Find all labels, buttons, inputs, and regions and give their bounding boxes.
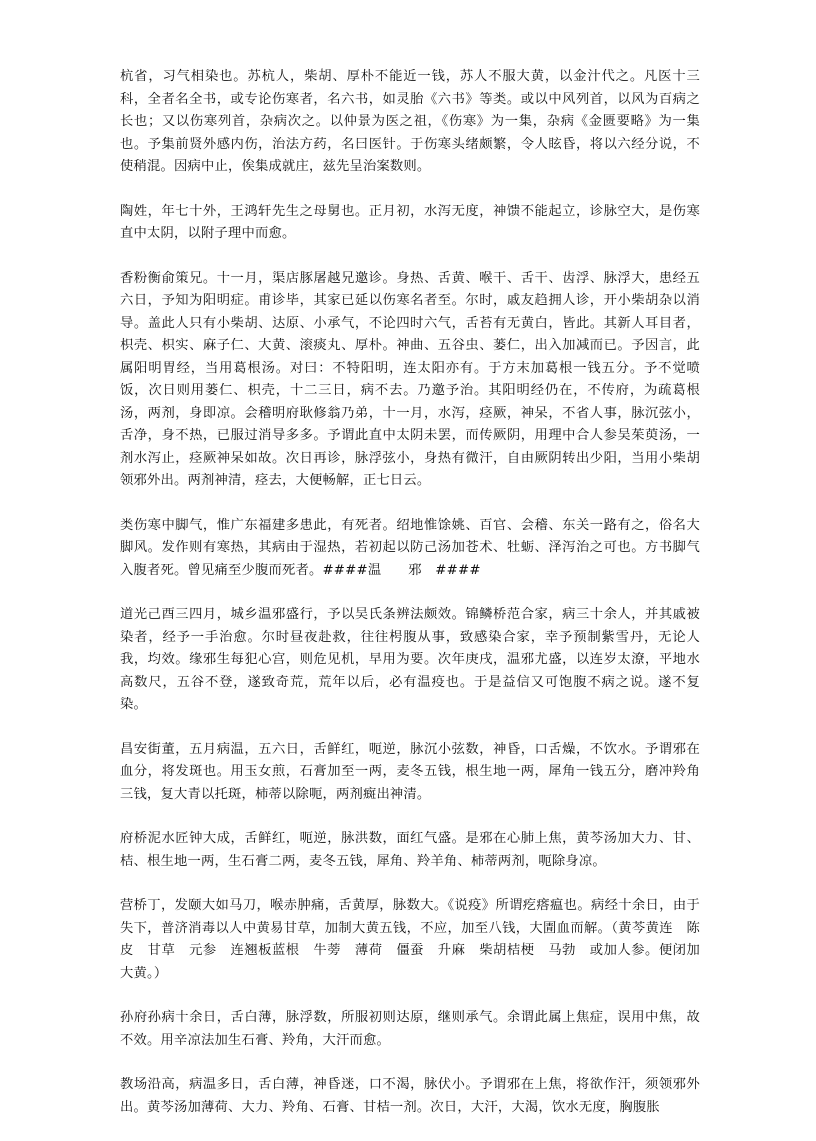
paragraph-7: 府桥泥水匠钟大成，舌鲜红，呃逆，脉洪数，面红气盛。是邪在心肺上焦，黄芩汤加大力、甘、桔、根生地一两，生石膏二两，麦冬五钱，犀角、羚羊角、柿蒂两剂，呃除身凉。 <box>120 831 700 869</box>
paragraph-10: 教场沿高，病温多日，舌白薄，神昏迷，口不渴，脉伏小。予谓邪在上焦，将欲作汗，须领邪外出。黄芩汤加薄荷、大力、羚角、石膏、甘桔一剂。次日，大汗，大渴，饮水无度，胸腹胀 <box>120 1077 700 1115</box>
paragraph-2: 陶姓，年七十外，王鸿轩先生之母舅也。正月初，水泻无度，神馈不能起立，诊脉空大，是伤寒直中太阴，以附子理中而愈。 <box>120 203 700 241</box>
paragraph-5: 道光己酉三四月，城乡温邪盛行，予以吴氏条辨法颇效。锦鳞桥范合家，病三十余人，并其戚被染者，经予一手治愈。尔时昼夜赴救，往往枵腹从事，致感染合家，幸予预制紫雪丹，无论人我，均效。缘邪生每犯心宫，则危见机，早用为要。次年庚戌，温邪尤盛，以连岁太潦，平地水高数尺，五谷不登，遂致奇荒，荒年以后，必有温疫也。于是益信又可饱腹不病之说。遂不复染。 <box>120 607 700 712</box>
paragraph-9: 孙府孙病十余日，舌白薄，脉浮数，所服初则达原，继则承气。余谓此属上焦症，误用中焦，故不效。用辛凉法加生石膏、羚角，大汗而愈。 <box>120 1010 700 1048</box>
paragraph-1: 杭省，习气相染也。苏杭人，柴胡、厚朴不能近一钱，苏人不服大黄，以金汁代之。凡医十三科，全者名全书，或专论伤寒者，名六书，如灵胎《六书》等类。或以中风列首，以风为百病之长也；又以伤寒列首，杂病次之。以仲景为医之祖，《伤寒》为一集，杂病《金匮要略》为一集也。予集前贤外感内伤，治法方药，名曰医针。于伤寒头绪颇繁，令人眩昏，将以六经分说，不使稍混。因病中止，俟集成就庄，兹先呈治案数则。 <box>120 69 700 174</box>
paragraph-3: 香粉衡俞策兄。十一月，渠店豚屠越兄邀诊。身热、舌黄、喉干、舌干、齿浮、脉浮大，患经五六日，予知为阳明症。甫诊毕，其家已延以伤寒名者至。尔时，戚友趋拥人诊，开小柴胡杂以消导。盖此人只有小柴胡、达原、小承气，不论四时六气，舌苔有无黄白，皆此。其新人耳目者，枳壳、枳实、麻子仁、大黄、滚痰丸、厚朴。神曲、五谷虫、蒌仁，出入加减而已。予因言，此属阳明胃经，当用葛根汤。对曰：不特阳明，连太阳亦有。于方末加葛根一钱五分。予不觉喷饭，次日则用蒌仁、枳壳，十二三日，病不去。乃邀予治。其阳明经仍在，不传府，为疏葛根汤，两剂，身即凉。会稽明府耿修翁乃弟，十一月，水泻，痉厥，神呆，不省人事，脉沉弦小，舌净，身不热，已服过消导多多。予谓此直中太阴未罢，而传厥阴，用理中合人参吴茱萸汤，一剂水泻止，痉厥神呆如故。次日再诊，脉浮弦小，身热有微汗，自由厥阴转出少阳，当用小柴胡领邪外出。两剂神清，痉去，大便畅解，正七日云。 <box>120 270 700 488</box>
paragraph-8: 营桥丁，发颐大如马刀，喉赤肿痛，舌黄厚，脉数大。《说疫》所谓疙瘩瘟也。病经十余日，由于失下，普济消毒以人中黄易甘草，加制大黄五钱，不应，加至八钱，大圊血而解。（黄芩黄连 陈皮 甘草 元参 连翘板蓝根 牛蒡 薄荷 僵蚕 升麻 柴胡桔梗 马勃 或加人参。便闭加大黄。） <box>120 898 700 981</box>
paragraph-6: 昌安街董，五月病温，五六日，舌鲜红，呃逆，脉沉小弦数，神昏，口舌燥，不饮水。予谓邪在血分，将发斑也。用玉女煎，石膏加至一两，麦冬五钱，根生地一两，犀角一钱五分，磨冲羚角三钱，复大青以托斑，柿蒂以除呃，两剂癍出神清。 <box>120 741 700 802</box>
paragraph-4: 类伤寒中脚气，惟广东福建多患此，有死者。绍地惟馀姚、百官、会稽、东关一路有之，俗名大脚风。发作则有寒热，其病由于湿热，若初起以防己汤加苍术、牡蛎、泽泻治之可也。方书脚气入腹者死。曾见痛至少腹而死者。####温 邪 #### <box>120 517 700 578</box>
document-page <box>120 66 700 1141</box>
